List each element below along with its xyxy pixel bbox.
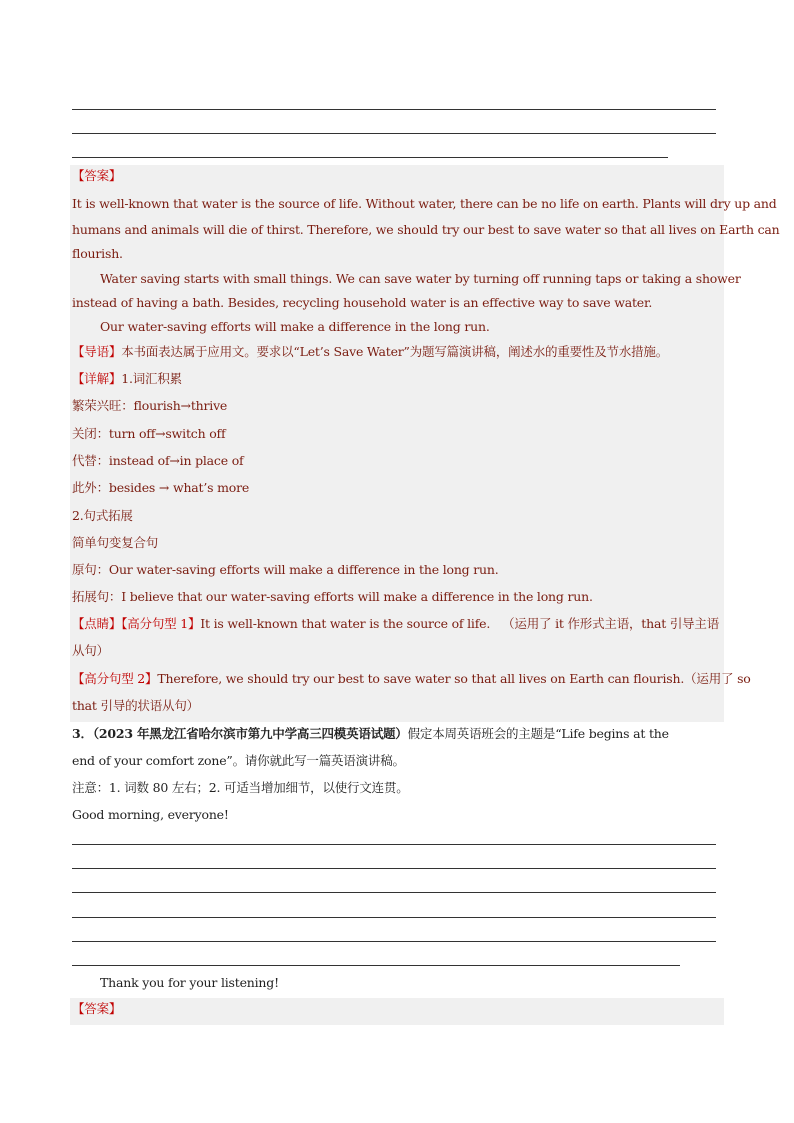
- pattern-label: 【高分句型 1】: [121, 616, 201, 631]
- question-source: （2023 年黑龙江省哈尔滨市第九中学高三四模英语试题）: [92, 726, 408, 741]
- writing-line: [72, 133, 716, 134]
- writing-line: [72, 892, 716, 893]
- pattern-label: 【高分句型 2】: [72, 671, 158, 686]
- question-prompt: 假定本周英语班会的主题是“Life begins at the: [407, 726, 669, 741]
- writing-line: [72, 941, 716, 942]
- answer-line: Water saving starts with small things. We can save water by turning off running taps or taking a shower: [100, 271, 741, 286]
- highlight-line: [72, 670, 751, 688]
- original-text: Our water-saving efforts will make a difference in the long run.: [108, 562, 499, 577]
- detail-heading: 1.词汇积累: [121, 371, 182, 386]
- question-notes: 注意：1. 词数 80 左右；2. 可适当增加细节，以使行文连贯。: [72, 780, 409, 795]
- extended-sentence: [72, 588, 593, 606]
- vocab-item: [72, 425, 225, 443]
- vocab-en: flourish→thrive: [133, 398, 228, 413]
- guide-label: 【导语】: [72, 344, 122, 359]
- pattern-note-cont: 从句）: [72, 643, 109, 658]
- question-line: [72, 725, 669, 743]
- answer-shade: [70, 165, 724, 722]
- guide-text: 本书面表达属于应用文。要求以“Let’s Save Water”为题写篇演讲稿，阐述水的重要性及节水措施。: [121, 344, 669, 359]
- section-heading: 2.句式拓展: [72, 508, 133, 523]
- pattern-note-cont: that 引导的状语从句）: [72, 698, 199, 713]
- vocab-item: [72, 452, 243, 470]
- greeting: Good morning, everyone!: [72, 807, 229, 822]
- pattern-note: （运用了 so: [684, 671, 751, 686]
- answer-line: humans and animals will die of thirst. Therefore, we should try our best to save water so that all lives on Earth can: [72, 222, 780, 237]
- section-heading: 简单句变复合句: [72, 535, 159, 550]
- answer-shade: [70, 998, 724, 1025]
- vocab-cn: 关闭：: [72, 426, 109, 441]
- pattern-text: It is well-known that water is the source of life.: [200, 616, 491, 631]
- detail-line: [72, 370, 182, 388]
- vocab-item: [72, 479, 249, 497]
- vocab-en: instead of→in place of: [108, 453, 244, 468]
- detail-label: 【详解】: [72, 371, 122, 386]
- highlight-line: [72, 615, 719, 633]
- extended-text: I believe that our water-saving efforts will make a difference in the long run.: [121, 589, 593, 604]
- original-label: 原句：: [72, 562, 109, 577]
- question-prompt-cont: end of your comfort zone”。请你就此写一篇英语演讲稿。: [72, 753, 405, 768]
- pattern-note: （运用了 it 作形式主语，that 引导主语: [502, 616, 720, 631]
- vocab-cn: 此外：: [72, 480, 109, 495]
- vocab-item: [72, 397, 227, 415]
- vocab-en: turn off→switch off: [108, 426, 226, 441]
- writing-line: [72, 844, 716, 845]
- answer-label: 【答案】: [72, 1001, 122, 1016]
- answer-line: instead of having a bath. Besides, recycling household water is an effective way to save water.: [72, 295, 653, 310]
- writing-line: [72, 157, 668, 158]
- vocab-en: besides → what’s more: [108, 480, 250, 495]
- writing-line: [72, 109, 716, 110]
- vocab-cn: 繁荣兴旺：: [72, 398, 134, 413]
- answer-line: flourish.: [72, 246, 123, 261]
- original-sentence: [72, 561, 499, 579]
- highlight-label: 【点睛】: [72, 616, 122, 631]
- question-number: 3．: [72, 726, 93, 741]
- vocab-cn: 代替：: [72, 453, 109, 468]
- pattern-text: Therefore, we should try our best to save water so that all lives on Earth can flourish.: [157, 671, 685, 686]
- writing-line: [72, 965, 680, 966]
- closing: Thank you for your listening!: [100, 975, 279, 990]
- extended-label: 拓展句：: [72, 589, 122, 604]
- answer-line: Our water-saving efforts will make a difference in the long run.: [100, 319, 490, 334]
- answer-line: It is well-known that water is the source of life. Without water, there can be no life on earth. Plants will dry up and: [72, 196, 777, 211]
- writing-line: [72, 917, 716, 918]
- answer-label: 【答案】: [72, 168, 122, 183]
- guide-line: [72, 343, 668, 361]
- writing-line: [72, 868, 716, 869]
